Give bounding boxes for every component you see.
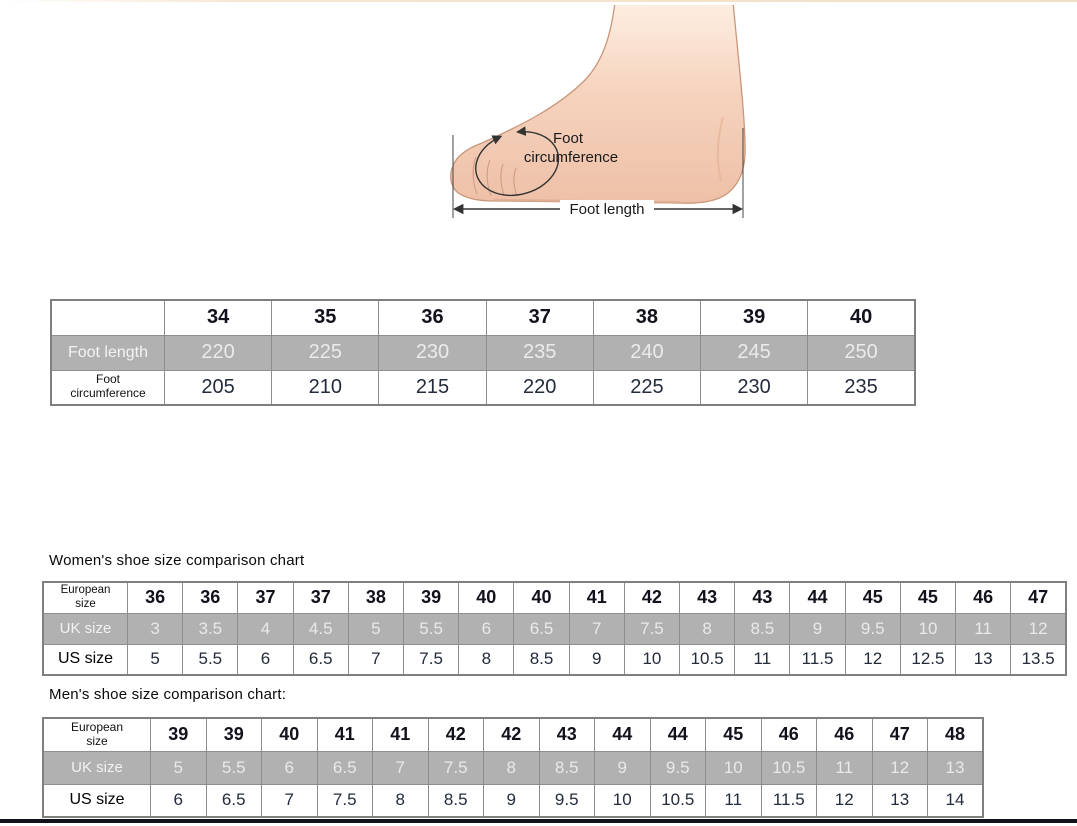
foot-circumference-cell: 210 xyxy=(272,370,379,405)
us-size-cell: 13 xyxy=(872,784,928,817)
uk-size-cell: 10 xyxy=(706,751,762,784)
size-header-cell: 40 xyxy=(808,300,915,335)
uk-size-cell: 9 xyxy=(790,613,845,644)
foot-illustration xyxy=(430,5,750,225)
size-header-cell: 35 xyxy=(272,300,379,335)
uk-size-cell: 3 xyxy=(128,613,183,644)
eu-size-cell: 36 xyxy=(183,582,238,613)
us-size-cell: 10.5 xyxy=(680,644,735,675)
uk-size-cell: 5 xyxy=(348,613,403,644)
uk-size-cell: 7 xyxy=(569,613,624,644)
eu-size-cell: 39 xyxy=(404,582,459,613)
us-size-cell: 11 xyxy=(706,784,762,817)
foot-shape xyxy=(451,5,745,203)
eu-size-cell: 40 xyxy=(514,582,569,613)
length-label: Foot length xyxy=(569,201,645,218)
uk-size-cell: 11 xyxy=(817,751,873,784)
mens-size-table xyxy=(42,717,984,818)
us-size-cell: 9 xyxy=(484,784,540,817)
eu-size-cell: 37 xyxy=(293,582,348,613)
uk-size-cell: 8.5 xyxy=(539,751,595,784)
row-label: European size xyxy=(43,718,151,751)
foot-circumference-cell: 220 xyxy=(486,370,593,405)
eu-size-cell: 48 xyxy=(928,718,984,751)
eu-size-cell: 44 xyxy=(790,582,845,613)
eu-size-cell: 39 xyxy=(206,718,262,751)
eu-size-cell: 45 xyxy=(900,582,955,613)
us-size-cell: 13 xyxy=(956,644,1011,675)
eu-size-cell: 44 xyxy=(650,718,706,751)
row-label: Foot circumference xyxy=(51,370,165,405)
us-size-cell: 13.5 xyxy=(1011,644,1066,675)
uk-size-cell: 10.5 xyxy=(761,751,817,784)
uk-size-cell: 3.5 xyxy=(183,613,238,644)
top-accent-strip xyxy=(0,0,1077,2)
uk-size-cell: 5.5 xyxy=(206,751,262,784)
mens-eu-row xyxy=(43,718,983,751)
uk-size-cell: 7.5 xyxy=(624,613,679,644)
us-size-cell: 12.5 xyxy=(900,644,955,675)
eu-size-cell: 46 xyxy=(761,718,817,751)
us-size-cell: 6 xyxy=(238,644,293,675)
uk-size-cell: 13 xyxy=(928,751,984,784)
uk-size-cell: 6 xyxy=(459,613,514,644)
us-size-cell: 11.5 xyxy=(790,644,845,675)
foot-circumference-cell: 215 xyxy=(379,370,486,405)
womens-us-row xyxy=(43,644,1066,675)
size-header-row xyxy=(51,300,915,335)
eu-size-cell: 43 xyxy=(735,582,790,613)
us-size-cell: 9 xyxy=(569,644,624,675)
foot-length-cell: 235 xyxy=(486,335,593,370)
row-label: European size xyxy=(43,582,128,613)
uk-size-cell: 4 xyxy=(238,613,293,644)
us-size-cell: 8 xyxy=(373,784,429,817)
us-size-cell: 12 xyxy=(817,784,873,817)
eu-size-cell: 43 xyxy=(680,582,735,613)
foot-circumference-cell: 235 xyxy=(808,370,915,405)
us-size-cell: 10.5 xyxy=(650,784,706,817)
uk-size-cell: 6.5 xyxy=(317,751,373,784)
us-size-cell: 6.5 xyxy=(206,784,262,817)
uk-size-cell: 5.5 xyxy=(404,613,459,644)
size-header-cell: 39 xyxy=(701,300,808,335)
uk-size-cell: 11 xyxy=(956,613,1011,644)
eu-size-cell: 40 xyxy=(459,582,514,613)
bottom-divider-line xyxy=(0,819,1077,823)
eu-size-cell: 39 xyxy=(151,718,207,751)
eu-size-cell: 45 xyxy=(845,582,900,613)
us-size-cell: 5.5 xyxy=(183,644,238,675)
uk-size-cell: 10 xyxy=(900,613,955,644)
foot-circumference-cell: 230 xyxy=(701,370,808,405)
uk-size-cell: 8.5 xyxy=(735,613,790,644)
us-size-cell: 11.5 xyxy=(761,784,817,817)
eu-size-cell: 41 xyxy=(373,718,429,751)
row-label: Foot length xyxy=(51,335,165,370)
us-size-cell: 8 xyxy=(459,644,514,675)
row-label: US size xyxy=(43,784,151,817)
mens-us-row xyxy=(43,784,983,817)
row-label: UK size xyxy=(43,751,151,784)
uk-size-cell: 8 xyxy=(484,751,540,784)
us-size-cell: 7.5 xyxy=(404,644,459,675)
eu-size-cell: 45 xyxy=(706,718,762,751)
womens-chart-title: Women's shoe size comparison chart xyxy=(49,552,305,569)
uk-size-cell: 9.5 xyxy=(650,751,706,784)
eu-size-cell: 47 xyxy=(1011,582,1066,613)
foot-length-row xyxy=(51,335,915,370)
eu-size-cell: 43 xyxy=(539,718,595,751)
uk-size-cell: 6 xyxy=(262,751,318,784)
circumference-label-line2: circumference xyxy=(523,149,619,166)
corner-cell xyxy=(51,300,165,335)
size-header-cell: 37 xyxy=(486,300,593,335)
eu-size-cell: 42 xyxy=(428,718,484,751)
uk-size-cell: 7 xyxy=(373,751,429,784)
us-size-cell: 6 xyxy=(151,784,207,817)
foot-circumference-cell: 225 xyxy=(593,370,700,405)
foot-length-cell: 245 xyxy=(701,335,808,370)
foot-length-cell: 225 xyxy=(272,335,379,370)
uk-size-cell: 6.5 xyxy=(514,613,569,644)
eu-size-cell: 46 xyxy=(956,582,1011,613)
uk-size-cell: 9.5 xyxy=(845,613,900,644)
us-size-cell: 8.5 xyxy=(514,644,569,675)
eu-size-cell: 41 xyxy=(569,582,624,613)
foot-length-cell: 240 xyxy=(593,335,700,370)
womens-uk-row xyxy=(43,613,1066,644)
us-size-cell: 10 xyxy=(595,784,651,817)
eu-size-cell: 38 xyxy=(348,582,403,613)
eu-size-cell: 42 xyxy=(484,718,540,751)
womens-size-table xyxy=(42,581,1067,676)
size-header-cell: 34 xyxy=(165,300,272,335)
uk-size-cell: 5 xyxy=(151,751,207,784)
us-size-cell: 10 xyxy=(624,644,679,675)
us-size-cell: 6.5 xyxy=(293,644,348,675)
us-size-cell: 7 xyxy=(348,644,403,675)
uk-size-cell: 12 xyxy=(1011,613,1066,644)
uk-size-cell: 9 xyxy=(595,751,651,784)
eu-size-cell: 44 xyxy=(595,718,651,751)
us-size-cell: 7 xyxy=(262,784,318,817)
foot-circumference-cell: 205 xyxy=(165,370,272,405)
mens-chart-title: Men's shoe size comparison chart: xyxy=(49,686,287,703)
eu-size-cell: 37 xyxy=(238,582,293,613)
eu-size-cell: 47 xyxy=(872,718,928,751)
us-size-cell: 11 xyxy=(735,644,790,675)
us-size-cell: 8.5 xyxy=(428,784,484,817)
foot-length-cell: 230 xyxy=(379,335,486,370)
us-size-cell: 5 xyxy=(128,644,183,675)
size-header-cell: 38 xyxy=(593,300,700,335)
us-size-cell: 7.5 xyxy=(317,784,373,817)
uk-size-cell: 8 xyxy=(680,613,735,644)
eu-size-cell: 46 xyxy=(817,718,873,751)
us-size-cell: 14 xyxy=(928,784,984,817)
foot-length-cell: 220 xyxy=(165,335,272,370)
mens-uk-row xyxy=(43,751,983,784)
us-size-cell: 9.5 xyxy=(539,784,595,817)
eu-size-cell: 36 xyxy=(128,582,183,613)
foot-length-cell: 250 xyxy=(808,335,915,370)
foot-circumference-row xyxy=(51,370,915,405)
uk-size-cell: 4.5 xyxy=(293,613,348,644)
circumference-label-line1: Foot xyxy=(552,130,584,147)
uk-size-cell: 7.5 xyxy=(428,751,484,784)
size-header-cell: 36 xyxy=(379,300,486,335)
uk-size-cell: 12 xyxy=(872,751,928,784)
eu-size-cell: 41 xyxy=(317,718,373,751)
measurement-table xyxy=(50,299,916,406)
us-size-cell: 12 xyxy=(845,644,900,675)
eu-size-cell: 40 xyxy=(262,718,318,751)
row-label: US size xyxy=(43,644,128,675)
row-label: UK size xyxy=(43,613,128,644)
womens-eu-row xyxy=(43,582,1066,613)
eu-size-cell: 42 xyxy=(624,582,679,613)
